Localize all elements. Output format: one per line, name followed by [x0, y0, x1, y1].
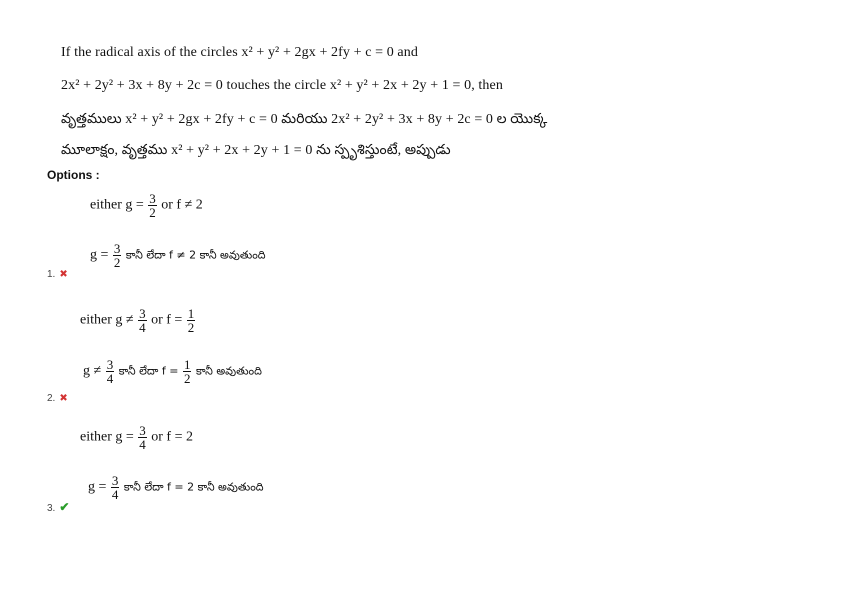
option-1-english	[90, 192, 203, 219]
option-1-te-suffix: కానీ లేదా f ≠ 2 కానీ అవుతుంది	[125, 248, 266, 262]
option-2-en-prefix: either g ≠	[80, 312, 134, 328]
fraction-denominator: 2	[149, 205, 156, 220]
cross-icon: ✖	[59, 269, 68, 280]
option-2-telugu	[83, 358, 262, 385]
option-1-te-prefix: g =	[90, 247, 109, 263]
option-3-te-prefix: g =	[88, 479, 107, 495]
option-3-number: 3.	[47, 503, 56, 514]
option-1-en-fraction	[148, 192, 157, 219]
fraction-denominator: 4	[111, 487, 119, 502]
fraction-numerator: 1	[183, 357, 191, 372]
fraction-denominator: 4	[139, 437, 146, 452]
fraction-denominator: 2	[183, 371, 191, 386]
option-3-te-fraction	[111, 474, 120, 501]
option-2-te-fraction-f	[183, 358, 192, 385]
option-2-te-fraction-g	[106, 358, 115, 385]
options-label: Options :	[47, 168, 100, 182]
option-2-te-mid: కానీ లేదా f =	[118, 364, 179, 378]
option-3-english	[80, 424, 193, 451]
fraction-denominator: 4	[139, 320, 146, 335]
option-3-en-fraction	[138, 424, 147, 451]
option-1-telugu	[90, 242, 266, 269]
fraction-numerator: 3	[139, 423, 146, 438]
option-3-marker[interactable]	[47, 498, 69, 516]
option-3-telugu	[88, 474, 264, 501]
fraction-numerator: 3	[139, 306, 146, 321]
fraction-denominator: 2	[113, 255, 121, 270]
option-2-en-fraction-g	[138, 307, 147, 334]
option-2-marker[interactable]	[47, 388, 68, 406]
option-2-te-prefix: g ≠	[83, 363, 102, 379]
fraction-denominator: 2	[187, 320, 195, 335]
option-2-english	[80, 307, 196, 334]
question-line-3-telugu: వృత్తములు x² + y² + 2gx + 2fy + c = 0 మరియు 2x² + 2y² + 3x + 8y + 2c = 0 ల యొక్క	[61, 112, 548, 127]
option-2-en-fraction-f	[187, 307, 196, 334]
option-1-marker[interactable]	[47, 264, 68, 282]
cross-icon: ✖	[59, 393, 68, 404]
option-2-number: 2.	[47, 393, 56, 404]
question-line-4-telugu: మూలాక్షం, వృత్తము x² + y² + 2x + 2y + 1 = 0 ను స్పృశిస్తుంటే, అప్పుడు	[61, 143, 451, 158]
option-3-en-prefix: either g =	[80, 429, 134, 445]
option-2-en-mid: or f =	[151, 312, 183, 328]
option-1-en-suffix: or f ≠ 2	[161, 197, 203, 213]
fraction-numerator: 3	[113, 241, 121, 256]
fraction-numerator: 3	[149, 191, 156, 206]
fraction-denominator: 4	[106, 371, 114, 386]
option-3-te-suffix: కానీ లేదా f = 2 కానీ అవుతుంది	[123, 480, 264, 494]
question-line-2: 2x² + 2y² + 3x + 8y + 2c = 0 touches the circle x² + y² + 2x + 2y + 1 = 0, then	[61, 78, 503, 93]
option-1-en-prefix: either g =	[90, 197, 144, 213]
option-1-te-fraction	[113, 242, 122, 269]
check-icon: ✔	[59, 500, 70, 514]
fraction-numerator: 3	[106, 357, 114, 372]
fraction-numerator: 3	[111, 473, 119, 488]
option-3-en-suffix: or f = 2	[151, 429, 193, 445]
option-2-te-suffix: కానీ అవుతుంది	[195, 364, 262, 378]
question-line-1: If the radical axis of the circles x² + y² + 2gx + 2fy + c = 0 and	[61, 45, 418, 60]
fraction-numerator: 1	[187, 306, 195, 321]
option-1-number: 1.	[47, 269, 56, 280]
